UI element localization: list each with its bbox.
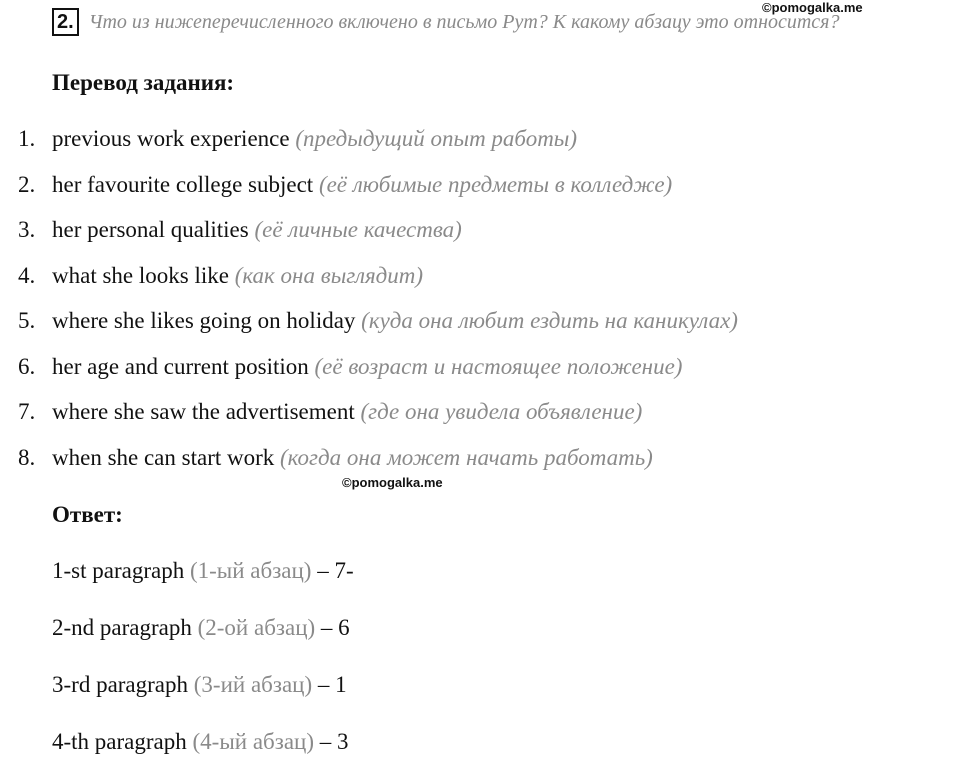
answer-line — [52, 555, 354, 612]
answer-heading: Ответ: — [52, 502, 123, 527]
list-item-number: 1. — [18, 126, 36, 151]
list-item-english: where she saw the advertisement — [52, 399, 355, 424]
answer-value: – 7- — [317, 558, 354, 583]
list-item-text — [52, 351, 682, 383]
answer-value: – 6 — [320, 615, 350, 640]
list-item-russian: (её возраст и настоящее положение) — [314, 353, 683, 379]
watermark-middle: ©pomogalka.me — [342, 475, 443, 490]
list-item-number: 8. — [18, 444, 36, 470]
list-item-text — [52, 442, 653, 474]
list-item-text — [52, 214, 462, 246]
list-item-english: her personal qualities — [52, 217, 249, 242]
answer-paragraph: 1-st paragraph — [52, 558, 185, 583]
translation-heading: Перевод задания: — [52, 70, 235, 95]
answer-paragraph-russian: (3-ий абзац) — [193, 672, 313, 697]
list-item-text — [52, 305, 738, 337]
list-item-english: her favourite college subject — [52, 171, 314, 197]
list-item-number: 3. — [18, 217, 36, 242]
task-question: Что из нижеперечисленного включено в письмо Рут? К какому абзацу это относится? — [88, 10, 840, 33]
list-item-english: previous work experience — [52, 126, 290, 151]
answer-paragraph: 4-th paragraph — [52, 729, 187, 754]
list-item-text — [52, 396, 642, 428]
list-item-number: 6. — [18, 353, 36, 379]
list-item-russian: (где она увидела объявление) — [360, 399, 643, 424]
answer-list — [52, 555, 354, 783]
task-number: 2. — [52, 8, 79, 36]
list-item-english: when she can start work — [52, 444, 275, 470]
list-item-russian: (её любимые предметы в колледже) — [318, 171, 673, 197]
list-item-english: where she likes going on holiday — [52, 308, 356, 333]
task-header — [52, 8, 839, 36]
watermark-top: ©pomogalka.me — [762, 0, 863, 15]
answer-value: – 1 — [317, 672, 347, 697]
list-item-number: 4. — [18, 262, 36, 288]
list-item-number: 2. — [18, 171, 36, 197]
answer-paragraph: 2-nd paragraph — [52, 615, 192, 640]
answer-line — [52, 612, 354, 669]
list-item-number: 5. — [18, 308, 36, 333]
answer-paragraph-russian: (4-ый абзац) — [192, 729, 315, 754]
list-item-text — [52, 123, 577, 155]
list-item-english: what she looks like — [52, 262, 229, 288]
answer-line — [52, 669, 354, 726]
list-item-russian: (куда она любит ездить на каникулах) — [361, 308, 738, 333]
answer-line — [52, 726, 354, 783]
list-item-russian: (как она выглядит) — [234, 262, 424, 288]
list-item-russian: (когда она может начать работать) — [280, 444, 653, 470]
list-item-english: her age and current position — [52, 353, 309, 379]
list-item-russian: (её личные качества) — [254, 217, 462, 242]
list-item-russian: (предыдущий опыт работы) — [295, 126, 578, 151]
list-item-text — [52, 260, 423, 292]
answer-paragraph-russian: (1-ый абзац) — [189, 558, 312, 583]
answer-value: – 3 — [319, 729, 349, 754]
list-item-number: 7. — [18, 399, 36, 424]
answer-paragraph: 3-rd paragraph — [52, 672, 189, 697]
list-item-text — [52, 169, 672, 201]
answer-paragraph-russian: (2-ой абзац) — [197, 615, 316, 640]
